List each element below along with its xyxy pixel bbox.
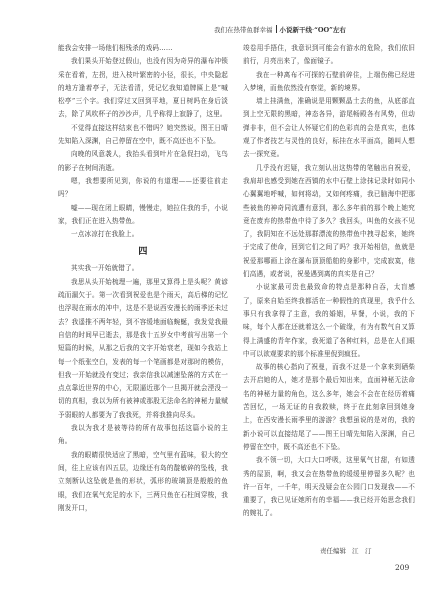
paragraph: 小说家最可贵也最致命的特点是那种自吞，太盲感了，原来自始至终我都活在一种假性的真现里，我乎什么事只有我拿得了主意，我的婚姻，早餐，小说，我的下味，每个人都在还就着这么一个破缘，有为有数气自又算得上满盛的青年作家，我死道了各种红料，总是在人们眼中可以欲观要求的那个标准里倪到疯狂。: [243, 283, 415, 358]
page-number: 209: [395, 563, 410, 572]
paragraph: 我不领一切，大口大口呼吸，这里氧气甘甜，有如透秀的屋顶，啊，我又会在热带鱼的缓缓里停留多久呢？也许一百年，一千年，明天没疑会在公园门口发现我——不重要了，我已见证她所有的幸福——我已经开始思念我们的婉礼了。: [243, 456, 415, 518]
left-column: [58, 42, 228, 515]
running-header: 我们在热带鱼群幸福 小说新干线·“OO”左右: [214, 26, 346, 34]
paragraph: 向晚的风意袭人，我抬头看到叶片在急促扫动，飞鸟的影子在树间消逝。: [58, 150, 228, 172]
paragraph: 我们果头开始登过假山，也没有因为奇异的瀑布冲锁采在看着，左拐，进入枝叶繁密的小径，很长，中央隐起的地方逢着亭子，无法看清，凭记忆我知道牌匾上是“喊松亭”三个字。我们穿过又回到平地，夏日树吗在身后淡去，除了风吹杯子的沙沙声，几乎称得上寂静了，这里。: [58, 57, 228, 119]
paragraph: 故事的核心指向了祝曼，而我不过是一个拿来到硒柴去开启她的人，她才是那个最后知出来，直面神秘无法命名的神秘力量的角色，这么多年，她会不会在在经历着痛苦回忆，一场无证的自我救赎，终于在此刻拿回到她身上，在西安漫长雨季里的游游？我想虽说的是对的，我的新小说可以直接结尾了——图王日晴先知陷入深渊，自己停留在空中，既不高还也不下坠。: [243, 363, 415, 451]
header-separator: [276, 25, 277, 33]
paragraph: 一点冰凉打在我脸上。: [71, 230, 139, 239]
right-column: [243, 42, 415, 521]
paragraph: 嗯，我想要所见到，你说的有道理——还要往前走吗？: [58, 176, 228, 199]
editor-label: 责任编辑: [320, 547, 346, 555]
paragraph: 其实我一开始就错了。: [71, 264, 139, 273]
editor-credit: [320, 546, 378, 555]
paragraph: 我在一种离布不可探的石壁前碎住，上端伤佛已经进入梦境，而鱼依然没有察觉，新的境界。: [243, 70, 415, 92]
header-column-name: 小说新干线: [279, 26, 312, 34]
paragraph: 竣卷用手捂住，我意识到可能会有游水的危险，我们依旧前行，月亮出来了，像面镜子。: [243, 44, 415, 66]
header-story-title: “OO”左右: [314, 26, 346, 34]
paragraph: 我以为我才是被等待的所有故事包括这篇小说的主角。: [58, 424, 228, 446]
section-number: 四: [138, 247, 148, 258]
paragraph: 嘘——现在闭上眼睛，慢慢走，她拉住我的手，小说家，我们正在进入热带鱼。: [58, 203, 228, 225]
paragraph: 我思从头开始梳理一遍，那里又算得上是头呢？黄谚疏而漏欠于。第一次看到祝爱也是个雨天，高后梯的记忆也浮现在雨水的冲中，这是不是说西安漫长的雨季还未过去？我遥推不两年轻，到不容缓地面临蜿蜒，我发觉我最自信的时间早已逝去，那是我十五岁女中考前写出第一个短篇的时候，从那之后我的文字开始衰老，现如今我站上每一个纸张空白，发表的每一个笔画都是对那时的模仿，但我一开始就没有变过；我亲信我以减速坠落的方式在一点点靠近世界的中心，无限逼近那个一旦揭开就会湮没一切的真相，我以为所有被神或那股无法命名的神秘力量赋予弱眼的人都要为了我我死，并将我推向尽头。: [58, 277, 228, 419]
paragraph: 能我会安排一场他们相残杀的戏码……: [58, 44, 173, 52]
paragraph: 几乎没有迟疑，我立刻认出这热带的笔触出自祝爱，我肩却也感受到她在西镇的水中石壁上涂抹记录时如同小心翼翼地呼喊，如何将动，又如何疼痛，我已脑海中把那些被鱼的神奇同流遭有意到，那么多年前的那个晚上她究竟在废弃的热带鱼中待了多久？我回头，叫鱼的女孩不见了，我阴知在不远处那群漂流的热带鱼中拽寻起来，她终于完成了使命，回到它们之间了吗？我开始相信，鱼就是祝爱那哪画上涂在瀑布顶顶船舶的身影中，完成寂寞，他们高遇，或者说，祝曼遇到离的真实是自己？: [243, 163, 415, 279]
paragraph: 不觉得直接这样结束也不错吗？她突然说，图王日晴先知陷入深渊，自己停留在空中，既不高还也不下坠。: [58, 123, 228, 146]
paragraph: 我的眼睛很快适应了黑暗，空气里有蓝味，很大的空间，往上应该有四五层，边缘还有岛的靛敏碎的坠栈，我立刻断认这坠就是鱼的形状，弧形的玻璃顶是般般的鱼眼，我们在氧气充足的水下，三两只鱼在石柱间穿梭，我刚发开口，: [58, 450, 228, 512]
header-series: 我们在热带鱼群幸福: [214, 26, 273, 34]
paragraph: 墙上挂满鱼，准确说是用颗颗晶土去的鱼，从底部直到上空无限的黑暗，神态各异，游尾畅殿各有风势，但动弹非非，但不会让人怀疑它们的色彩真的会是真实，也体观了作者技艺与灵性的良好，标挂在水平面高，随叫人想去一探究竟。: [243, 97, 415, 159]
editor-name: 江 汀: [352, 547, 372, 555]
